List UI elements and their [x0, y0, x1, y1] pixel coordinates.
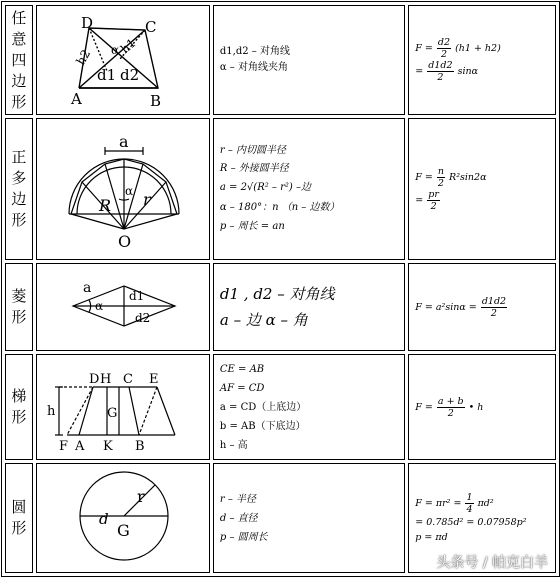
formula-cell	[408, 354, 556, 460]
fraction-numerator: 1	[466, 491, 473, 503]
formula-text: F =	[415, 172, 433, 183]
table-row	[5, 354, 556, 460]
label-F: F	[58, 439, 68, 454]
fraction-numerator: pr	[428, 189, 439, 200]
formula-text: sinα	[457, 66, 479, 77]
fraction-denominator: 2	[490, 307, 497, 319]
shape-name-char: 边	[11, 71, 27, 90]
formula-text: F = a²sinα =	[415, 301, 477, 313]
fraction-numerator: d1d2	[481, 295, 507, 307]
label-A: A	[70, 90, 82, 108]
label-D: D	[80, 14, 93, 32]
fraction	[427, 189, 440, 212]
formula-line	[415, 189, 555, 212]
formula-text: F = πr² =	[415, 497, 462, 509]
regular-polygon-figure	[37, 119, 209, 259]
fraction	[437, 166, 445, 189]
description-cell	[213, 263, 405, 351]
fraction	[481, 296, 507, 319]
description-cell	[213, 5, 405, 115]
label-E: E	[148, 372, 159, 387]
formula-line	[415, 396, 555, 419]
label-D: D	[88, 372, 100, 387]
shape-name-cell	[5, 5, 33, 115]
desc-line: p – 周长 = an	[219, 221, 285, 232]
regular-polygon-figure-cell	[36, 118, 210, 260]
shape-name-char: 形	[11, 308, 27, 326]
shape-name-char: 任	[11, 8, 27, 27]
table-row	[5, 5, 556, 115]
quadrilateral-figure	[37, 6, 209, 114]
formula-text: • h	[468, 401, 484, 413]
desc-line: a = 2√(R² – r²) –边	[219, 182, 311, 193]
shape-name-char: 意	[11, 29, 27, 48]
shape-name-char: 梯	[11, 387, 27, 405]
label-O: O	[117, 232, 131, 251]
shape-name-cell	[5, 354, 33, 460]
shape-name-char: 菱	[11, 287, 27, 305]
formula-text: (h1 + h2)	[455, 43, 501, 54]
trapezoid-figure-cell	[36, 354, 210, 460]
formula-text: R²sin2α	[449, 172, 487, 183]
description-cell	[213, 118, 405, 260]
label-G: G	[106, 406, 118, 421]
formula-cell	[408, 5, 556, 115]
label-d1: d1	[128, 289, 145, 303]
desc-line: b = AB（下底边）	[219, 420, 306, 432]
label-R: R	[98, 196, 111, 215]
label-B: B	[149, 92, 161, 110]
label-C: C	[144, 18, 157, 36]
fraction	[437, 37, 451, 60]
watermark: 头条号 / 帕克白羊	[436, 555, 548, 571]
shape-name-char: 形	[11, 408, 27, 426]
label-d1: d1	[96, 66, 117, 84]
formula-table	[1, 1, 560, 577]
desc-line: R – 外接圆半径	[219, 163, 289, 174]
fraction-denominator: 4	[466, 503, 473, 515]
desc-line: d1 , d2 – 对角线	[219, 285, 335, 303]
shape-name-char: 多	[11, 169, 27, 187]
description-cell	[213, 354, 405, 460]
label-C: C	[122, 372, 133, 387]
label-r: r	[136, 487, 145, 506]
fraction-denominator: 2	[447, 407, 454, 419]
label-d: d	[98, 510, 109, 528]
formula-line	[415, 492, 555, 515]
trapezoid-figure	[37, 355, 209, 459]
fraction-numerator: d2	[437, 37, 451, 48]
fraction-numerator: d1d2	[428, 60, 453, 71]
desc-line: r – 半径	[219, 493, 257, 505]
desc-line: p – 圆周长	[219, 531, 268, 543]
shape-name-cell	[5, 463, 33, 573]
circle-figure-cell	[36, 463, 210, 573]
label-h1: h1	[117, 35, 139, 57]
shape-name-char: 边	[11, 190, 27, 208]
label-a: a	[82, 280, 92, 296]
formula-line: = 0.785d² = 0.07958p²	[415, 516, 527, 528]
fraction	[427, 60, 453, 83]
label-alpha: α	[124, 184, 133, 198]
label-d2: d2	[119, 66, 140, 84]
fraction-denominator: 2	[437, 178, 444, 189]
desc-line: AF = CD	[219, 382, 265, 394]
label-A: A	[74, 439, 85, 454]
desc-line: h – 高	[219, 439, 248, 451]
fraction	[465, 492, 473, 515]
desc-line: r – 内切圆半径	[219, 145, 287, 156]
label-K: K	[102, 439, 113, 454]
formula-line	[415, 296, 555, 319]
fraction	[437, 396, 465, 419]
formula-text: =	[415, 195, 424, 206]
label-r: r	[142, 190, 151, 209]
fraction-denominator: 2	[437, 72, 444, 83]
fraction-denominator: 2	[440, 49, 447, 60]
label-B: B	[134, 439, 145, 454]
formula-line	[415, 166, 555, 189]
formula-cell	[408, 118, 556, 260]
shape-name-char: 形	[11, 211, 27, 229]
desc-line: a – 边 α – 角	[219, 311, 308, 329]
desc-line: α – 对角线夹角	[219, 62, 288, 73]
label-h2: h2	[73, 47, 94, 68]
label-h: h	[46, 404, 56, 419]
formula-line	[415, 60, 555, 83]
shape-name-char: 形	[11, 519, 27, 537]
circle-figure	[37, 464, 209, 572]
shape-name-char: 形	[11, 92, 27, 111]
label-alpha: α	[94, 299, 103, 313]
fraction-numerator: a + b	[437, 395, 464, 407]
label-d2: d2	[134, 311, 151, 325]
fraction-numerator: n	[437, 166, 445, 177]
formula-cell	[408, 263, 556, 351]
table-row	[5, 118, 556, 260]
shape-name-char: 四	[11, 50, 27, 69]
rhombus-figure	[37, 264, 209, 350]
label-H: H	[99, 372, 112, 387]
rhombus-figure-cell	[36, 263, 210, 351]
label-a: a	[118, 132, 129, 151]
formula-line: p = πd	[415, 531, 448, 543]
formula-text: πd²	[477, 497, 494, 509]
formula-text: =	[415, 66, 424, 77]
description-cell	[213, 463, 405, 573]
shape-name-char: 正	[11, 148, 27, 166]
desc-line: d – 直径	[219, 512, 258, 524]
formula-text: F =	[415, 43, 433, 54]
label-G: G	[116, 521, 130, 540]
shape-name-cell	[5, 263, 33, 351]
shape-name-char: 圆	[11, 498, 27, 516]
desc-line: CE = AB	[219, 363, 265, 375]
formula-line	[415, 37, 555, 60]
desc-line: a = CD（上底边）	[219, 401, 307, 413]
formula-text: F =	[415, 401, 433, 413]
desc-line: d1,d2 – 对角线	[219, 46, 290, 57]
shape-name-cell	[5, 118, 33, 260]
quadrilateral-figure-cell	[36, 5, 210, 115]
fraction-denominator: 2	[430, 201, 437, 212]
table-row	[5, 263, 556, 351]
desc-line: α – 180°：n （n – 边数）	[219, 202, 340, 213]
label-alpha: α	[110, 43, 119, 57]
